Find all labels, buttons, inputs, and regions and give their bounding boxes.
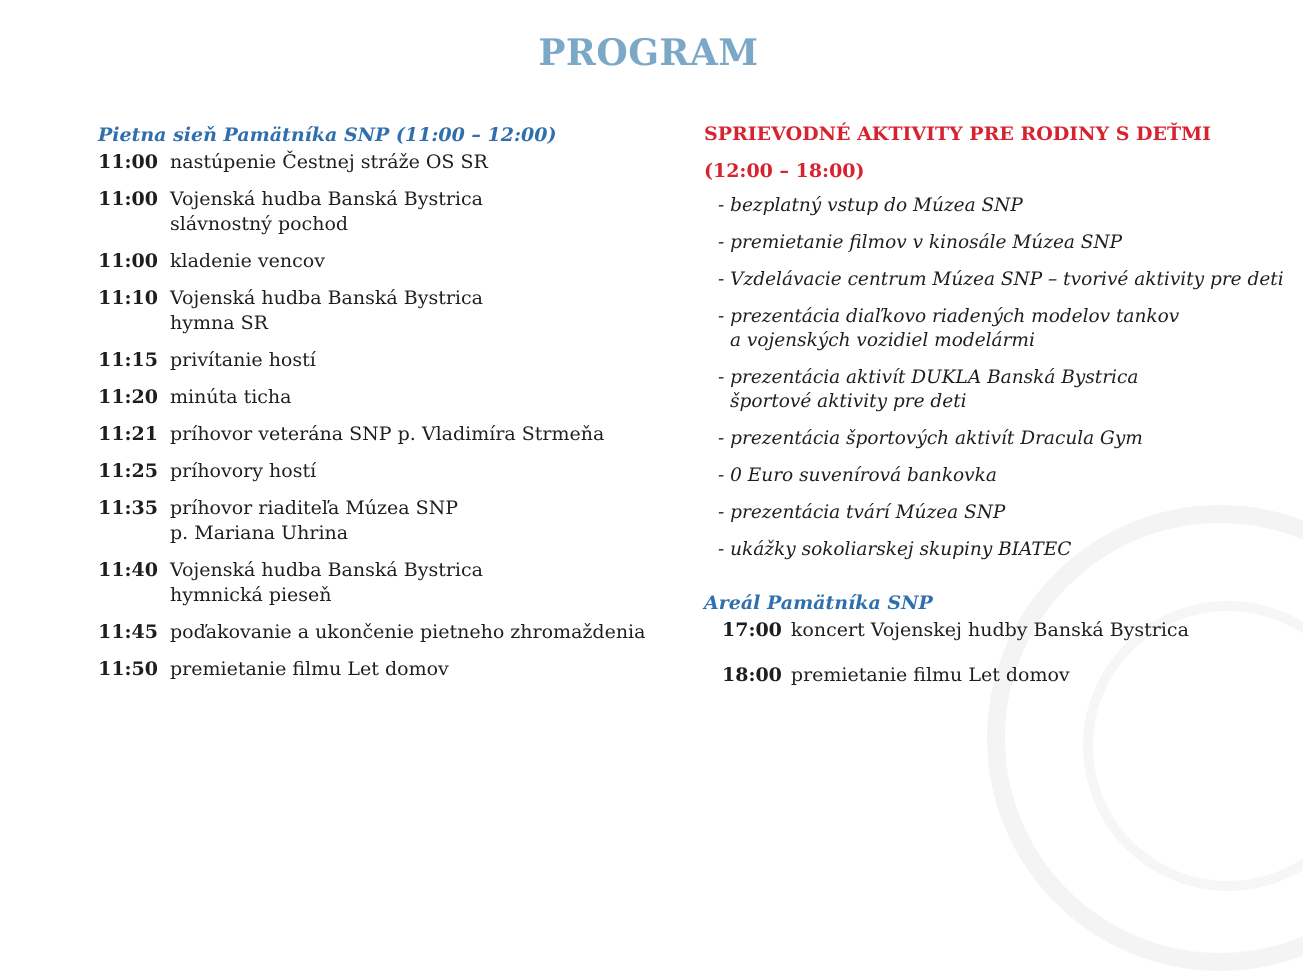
areal-item-text: koncert Vojenskej hudby Banská Bystrica	[790, 619, 1189, 641]
program-item-time: 11:25	[98, 460, 158, 482]
program-item	[98, 657, 678, 682]
activity-line: - premietanie filmov v kinosále Múzea SNP	[718, 232, 1123, 253]
ceremony-list	[98, 150, 678, 682]
program-item-description	[170, 657, 678, 682]
program-item-line: príhovor veterána SNP p. Vladimíra Strmeňa	[170, 423, 605, 445]
program-item-time: 11:20	[98, 386, 158, 408]
program-item-time: 11:00	[98, 151, 158, 173]
activities-list	[704, 194, 1284, 562]
program-item-description	[170, 558, 678, 608]
program-item	[98, 422, 678, 447]
program-item-description	[170, 286, 678, 336]
program-item	[98, 385, 678, 410]
ceremony-program	[98, 120, 678, 694]
activity-item	[704, 427, 1284, 451]
program-item	[98, 150, 678, 175]
activities-time-range: (12:00 – 18:00)	[704, 160, 865, 182]
program-item-line: Vojenská hudba Banská Bystrica	[170, 287, 483, 309]
program-item-line: Vojenská hudba Banská Bystrica	[170, 188, 483, 210]
program-item-line: poďakovanie a ukončenie pietneho zhromaždenia	[170, 621, 646, 643]
program-item-time: 11:21	[98, 423, 158, 445]
program-item-line: privítanie hostí	[170, 349, 316, 371]
program-item-line: Vojenská hudba Banská Bystrica	[170, 559, 483, 581]
program-item	[98, 496, 678, 546]
areal-item-time: 17:00	[722, 619, 782, 641]
program-item-description	[170, 150, 678, 175]
program-item-line: hymnická pieseň	[170, 584, 332, 606]
program-item	[98, 286, 678, 336]
areal-list	[704, 618, 1284, 688]
program-item-description	[170, 620, 678, 645]
activity-line: - 0 Euro suvenírová bankovka	[718, 465, 997, 486]
family-activities	[704, 120, 1284, 708]
program-item-description	[170, 422, 678, 447]
program-item-time: 11:15	[98, 349, 158, 371]
program-item-description	[170, 249, 678, 274]
program-item	[98, 459, 678, 484]
activity-item	[704, 464, 1284, 488]
program-item-description	[170, 385, 678, 410]
program-item	[98, 620, 678, 645]
activity-line: - prezentácia športových aktivít Dracula Gym	[718, 428, 1143, 449]
areal-item	[704, 618, 1284, 643]
activity-line: a vojenských vozidiel modelármi	[730, 330, 1035, 351]
program-item-time: 11:50	[98, 658, 158, 680]
program-item-line: slávnostný pochod	[170, 213, 349, 235]
activity-item	[704, 538, 1284, 562]
activity-line: - prezentácia diaľkovo riadených modelov tankov	[718, 306, 1180, 327]
program-item-time: 11:00	[98, 188, 158, 210]
program-item-line: príhovor riaditeľa Múzea SNP	[170, 497, 459, 519]
program-item-line: príhovory hostí	[170, 460, 317, 482]
activity-line: - prezentácia aktivít DUKLA Banská Bystrica	[718, 367, 1139, 388]
program-item-description	[170, 187, 678, 237]
areal-item-time: 18:00	[722, 664, 782, 686]
activity-item	[704, 366, 1284, 414]
areal-item	[704, 663, 1284, 688]
areal-item-text: premietanie filmu Let domov	[790, 664, 1070, 686]
activity-line: - bezplatný vstup do Múzea SNP	[718, 195, 1023, 216]
program-item-description	[170, 459, 678, 484]
page-title: PROGRAM	[538, 32, 759, 74]
program-item-line: hymna SR	[170, 312, 268, 334]
program-item	[98, 249, 678, 274]
program-item-time: 11:45	[98, 621, 158, 643]
program-item-description	[170, 348, 678, 373]
activity-item	[704, 231, 1284, 255]
activity-line: - prezentácia tvárí Múzea SNP	[718, 502, 1006, 523]
activity-line: - ukážky sokoliarskej skupiny BIATEC	[718, 539, 1072, 560]
program-item-line: premietanie filmu Let domov	[170, 658, 449, 680]
program-item-line: p. Mariana Uhrina	[170, 522, 349, 544]
activity-line: športové aktivity pre deti	[730, 391, 967, 412]
program-item-time: 11:40	[98, 559, 158, 581]
activity-item	[704, 501, 1284, 525]
areal-heading: Areál Pamätníka SNP	[704, 592, 933, 614]
activity-item	[704, 194, 1284, 218]
program-item-line: kladenie vencov	[170, 250, 325, 272]
program-item	[98, 348, 678, 373]
program-item-time: 11:35	[98, 497, 158, 519]
activity-line: - Vzdelávacie centrum Múzea SNP – tvorivé aktivity pre deti	[718, 269, 1284, 290]
ceremony-heading: Pietna sieň Pamätníka SNP (11:00 – 12:00)	[98, 124, 557, 146]
program-item	[98, 187, 678, 237]
program-item-description	[170, 496, 678, 546]
activity-item	[704, 268, 1284, 292]
activity-item	[704, 305, 1284, 353]
program-item-line: nastúpenie Čestnej stráže OS SR	[170, 151, 488, 173]
program-item-time: 11:00	[98, 250, 158, 272]
program-item-time: 11:10	[98, 287, 158, 309]
program-item	[98, 558, 678, 608]
program-item-line: minúta ticha	[170, 386, 292, 408]
activities-heading: SPRIEVODNÉ AKTIVITY PRE RODINY S DEŤMI	[704, 123, 1212, 145]
